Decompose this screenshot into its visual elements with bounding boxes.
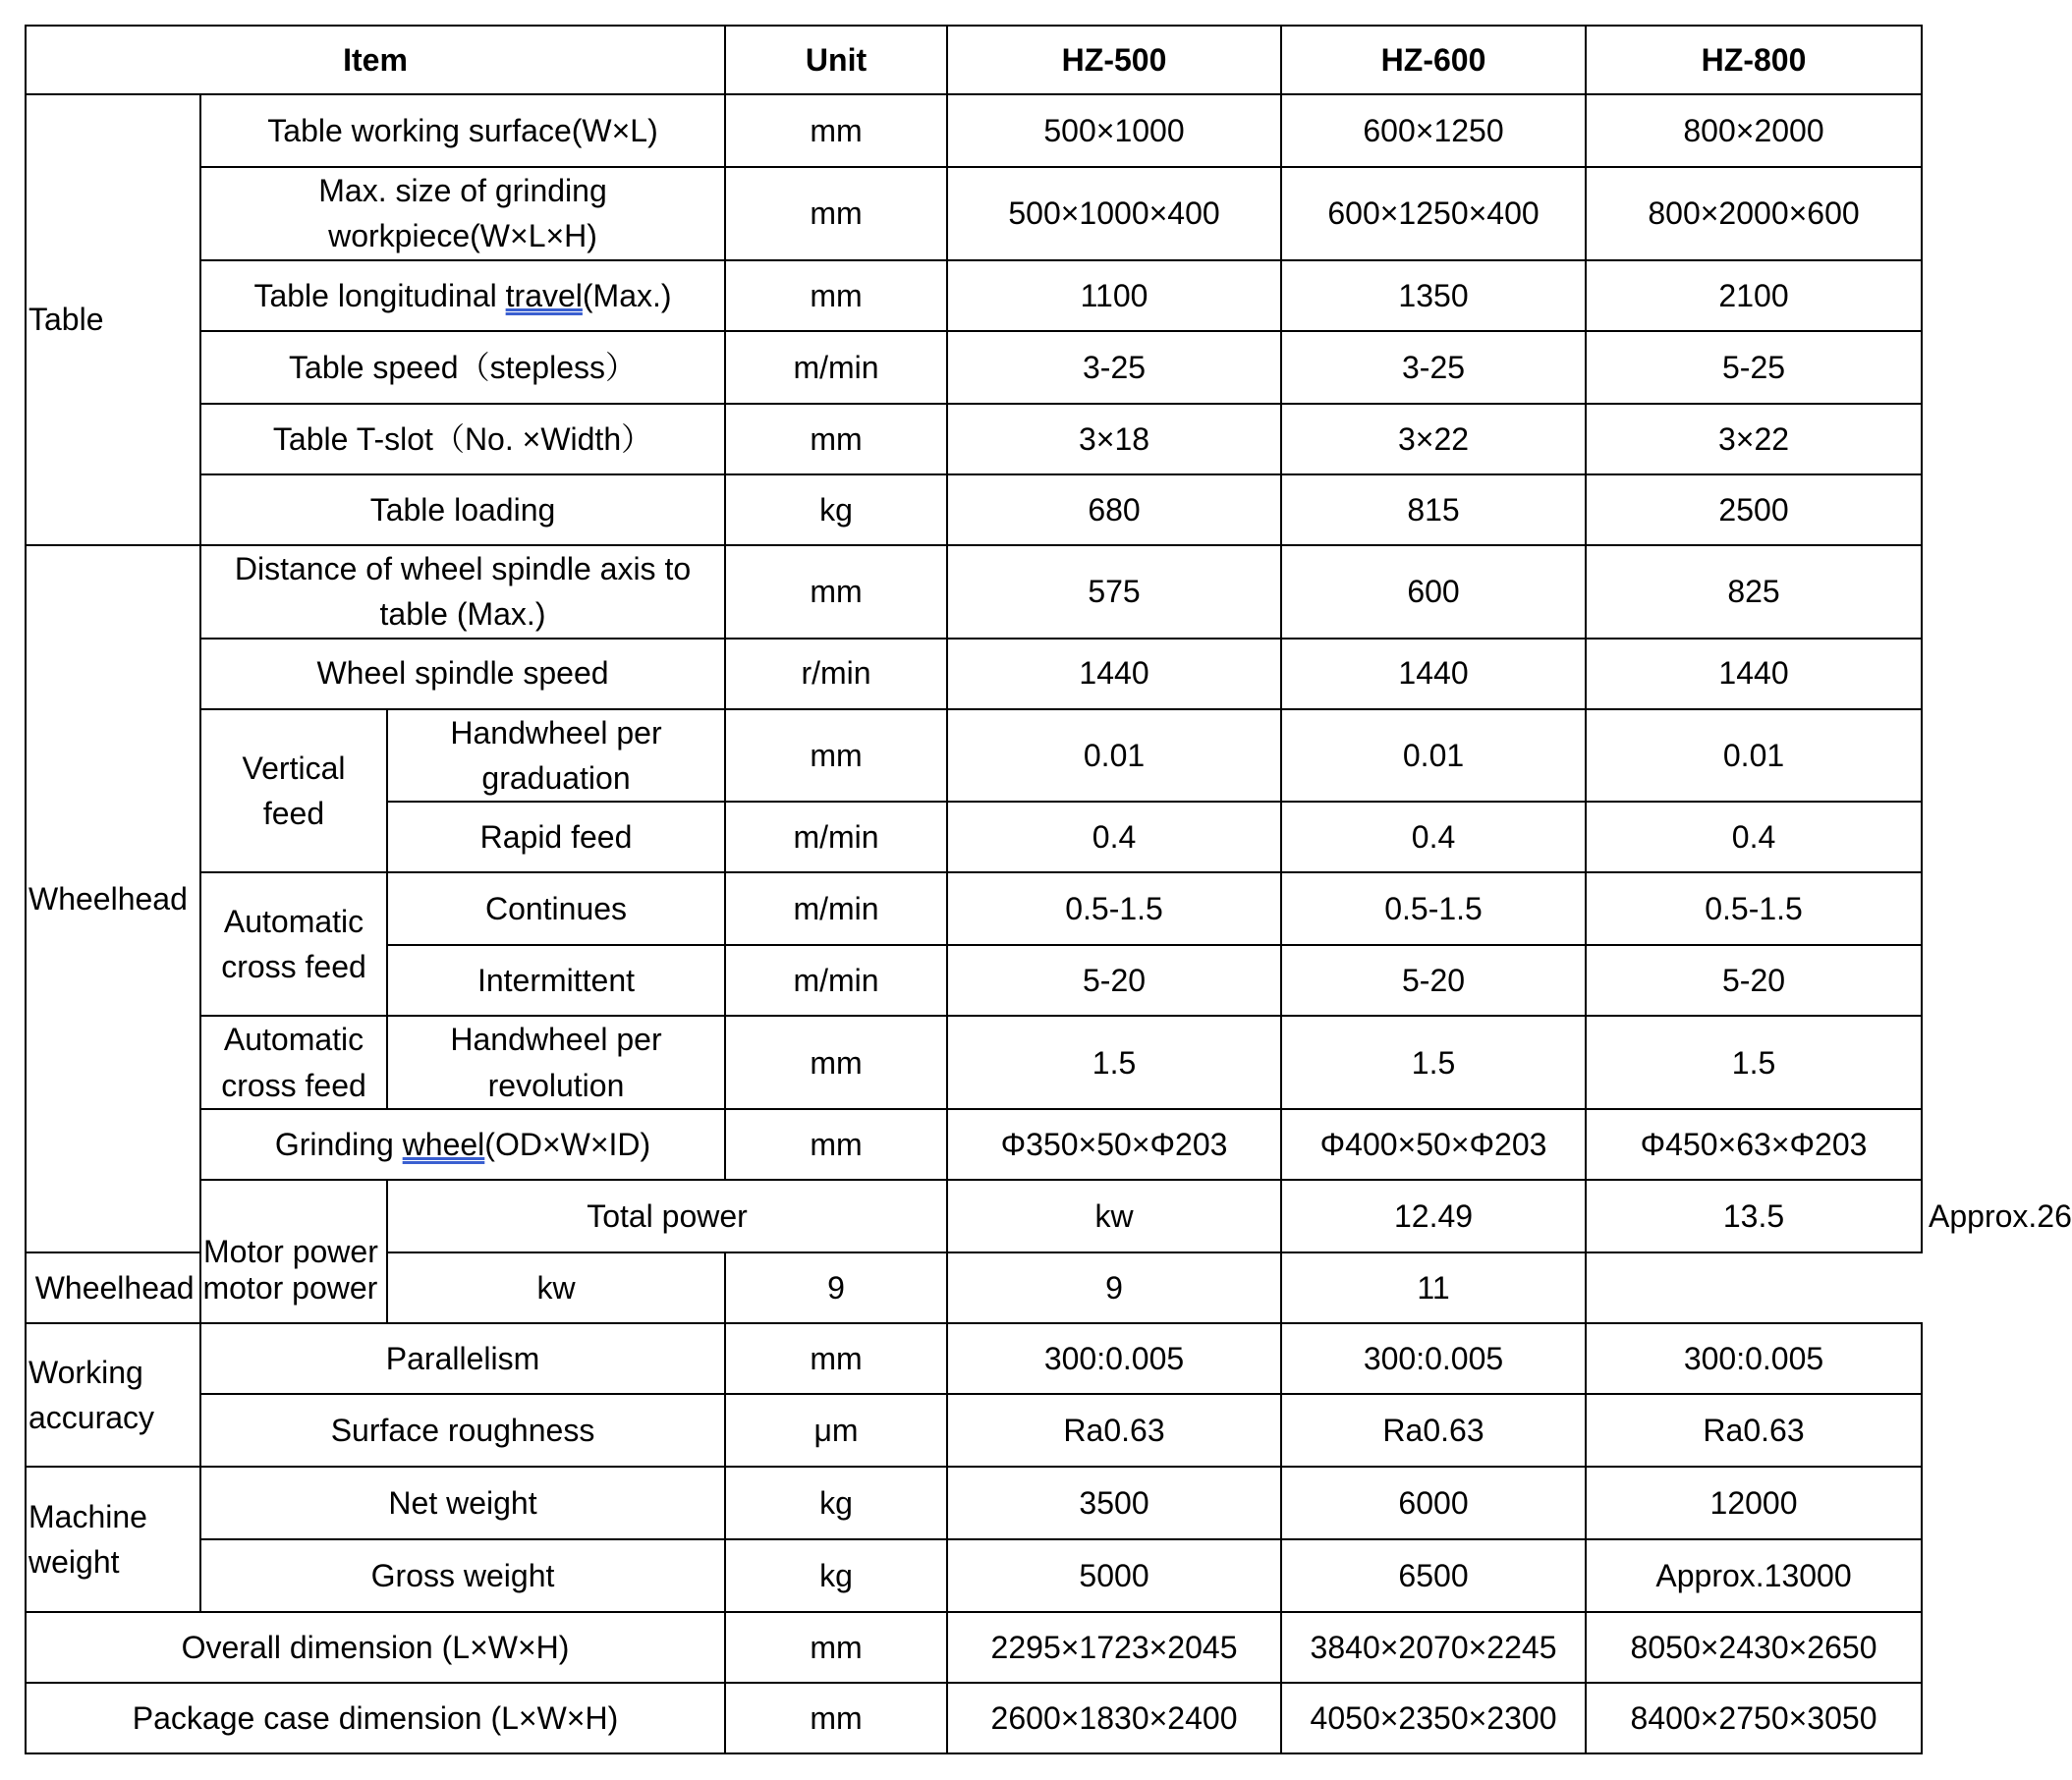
row-label-part: (Max.) — [582, 277, 672, 313]
table-row — [26, 1394, 1922, 1467]
row-unit: mm — [725, 709, 947, 803]
row-value-2: 600×1250×400 — [1281, 167, 1586, 260]
table-row — [26, 1683, 1922, 1753]
spec-table — [25, 25, 2072, 1754]
row-value-2: 600 — [1281, 545, 1586, 639]
row-value-1: 680 — [947, 474, 1281, 545]
row-value-2: 3-25 — [1281, 331, 1586, 404]
row-value-1: 1100 — [947, 260, 1281, 331]
row-value-3: 3×22 — [1586, 404, 1922, 474]
group-wheelhead: Wheelhead — [26, 545, 200, 1252]
row-unit: mm — [725, 1683, 947, 1753]
row-label: Handwheel per graduation — [387, 709, 725, 803]
row-unit: mm — [725, 1612, 947, 1683]
row-value-2: 0.4 — [1281, 802, 1586, 872]
row-label: Continues — [387, 872, 725, 945]
group-working-accuracy: Working accuracy — [26, 1323, 200, 1467]
row-label: Table T-slot（No. ×Width） — [200, 404, 725, 474]
row-label: Distance of wheel spindle axis to table (Max.) — [200, 545, 725, 639]
row-value-2: 5-20 — [1281, 945, 1586, 1016]
row-value-3: 825 — [1586, 545, 1922, 639]
row-value-1: 500×1000 — [947, 94, 1281, 167]
row-value-2: 0.5-1.5 — [1281, 872, 1586, 945]
row-value-2: 13.5 — [1586, 1180, 1922, 1252]
table-row — [26, 872, 1922, 945]
table-row — [26, 331, 1922, 404]
row-unit: μm — [725, 1394, 947, 1467]
row-value-3: Φ450×63×Φ203 — [1586, 1109, 1922, 1180]
table-row — [26, 1016, 1922, 1109]
row-value-3: 0.01 — [1586, 709, 1922, 803]
table-row — [26, 260, 1922, 331]
row-value-2: 6500 — [1281, 1539, 1586, 1612]
row-label: Table working surface(W×L) — [200, 94, 725, 167]
row-value-3: 8050×2430×2650 — [1586, 1612, 1922, 1683]
subgroup-automatic-cross-feed: Automatic cross feed — [200, 1016, 387, 1109]
row-value-1: 3-25 — [947, 331, 1281, 404]
row-label: Wheelhead motor power — [26, 1252, 387, 1323]
row-label: Total power — [387, 1180, 947, 1252]
row-label: Table speed（stepless） — [200, 331, 725, 404]
table-row — [26, 167, 1922, 260]
row-unit: kw — [387, 1252, 725, 1323]
row-value-1: 0.5-1.5 — [947, 872, 1281, 945]
row-value-3: 2100 — [1586, 260, 1922, 331]
row-value-3: 5-25 — [1586, 331, 1922, 404]
row-value-1: 3×18 — [947, 404, 1281, 474]
row-label-underlined: wheel — [402, 1126, 485, 1162]
row-label: Handwheel per revolution — [387, 1016, 725, 1109]
row-label: Wheel spindle speed — [200, 639, 725, 709]
row-value-3: 11 — [1281, 1252, 1586, 1323]
header-item: Item — [26, 26, 725, 94]
row-unit: r/min — [725, 639, 947, 709]
row-value-3: 800×2000 — [1586, 94, 1922, 167]
row-value-3: 0.5-1.5 — [1586, 872, 1922, 945]
table-row — [26, 474, 1922, 545]
subgroup-automatic-cross-feed: Automatic cross feed — [200, 872, 387, 1016]
row-value-2: 3×22 — [1281, 404, 1586, 474]
row-unit: m/min — [725, 945, 947, 1016]
table-row — [26, 709, 1922, 803]
group-machine-weight: Machine weight — [26, 1467, 200, 1612]
row-value-3: 1440 — [1586, 639, 1922, 709]
row-label: Overall dimension (L×W×H) — [26, 1612, 725, 1683]
table-row — [26, 1467, 1922, 1539]
row-label: Net weight — [200, 1467, 725, 1539]
row-value-3: Approx.13000 — [1586, 1539, 1922, 1612]
group-table: Table — [26, 94, 200, 545]
row-unit: kg — [725, 1467, 947, 1539]
row-value-2: 815 — [1281, 474, 1586, 545]
row-label: Table loading — [200, 474, 725, 545]
row-label: Rapid feed — [387, 802, 725, 872]
row-value-2: 9 — [947, 1252, 1281, 1323]
row-unit: m/min — [725, 802, 947, 872]
row-value-1: 500×1000×400 — [947, 167, 1281, 260]
row-value-1: Ra0.63 — [947, 1394, 1281, 1467]
table-row — [26, 1109, 1922, 1180]
header-row — [26, 26, 1922, 94]
row-label: Max. size of grinding workpiece(W×L×H) — [200, 167, 725, 260]
row-value-3: 5-20 — [1586, 945, 1922, 1016]
row-label: Gross weight — [200, 1539, 725, 1612]
row-value-1: 300:0.005 — [947, 1323, 1281, 1394]
row-value-3: 12000 — [1586, 1467, 1922, 1539]
row-label-underlined: travel — [505, 277, 583, 313]
row-value-2: 0.01 — [1281, 709, 1586, 803]
table-row — [26, 94, 1922, 167]
row-unit: mm — [725, 260, 947, 331]
row-value-3: Ra0.63 — [1586, 1394, 1922, 1467]
row-value-2: 4050×2350×2300 — [1281, 1683, 1586, 1753]
row-unit: m/min — [725, 331, 947, 404]
row-value-1: 3500 — [947, 1467, 1281, 1539]
row-value-2: 1.5 — [1281, 1016, 1586, 1109]
row-value-3: 2500 — [1586, 474, 1922, 545]
row-value-2: 6000 — [1281, 1467, 1586, 1539]
header-model-3: HZ-800 — [1586, 26, 1922, 94]
row-value-1: 2600×1830×2400 — [947, 1683, 1281, 1753]
row-value-2: Φ400×50×Φ203 — [1281, 1109, 1586, 1180]
row-label-part: (OD×W×ID) — [484, 1126, 651, 1162]
row-unit: kg — [725, 1539, 947, 1612]
header-unit: Unit — [725, 26, 947, 94]
row-label: Surface roughness — [200, 1394, 725, 1467]
row-unit: mm — [725, 404, 947, 474]
row-label-part: Table longitudinal — [253, 277, 506, 313]
row-value-3: 800×2000×600 — [1586, 167, 1922, 260]
row-value-3: 8400×2750×3050 — [1586, 1683, 1922, 1753]
row-value-2: Ra0.63 — [1281, 1394, 1586, 1467]
row-value-2: 3840×2070×2245 — [1281, 1612, 1586, 1683]
row-label: Intermittent — [387, 945, 725, 1016]
row-unit: mm — [725, 1016, 947, 1109]
table-row — [26, 404, 1922, 474]
table-row — [26, 1539, 1922, 1612]
row-label — [200, 1109, 725, 1180]
table-row — [26, 639, 1922, 709]
row-value-2: 600×1250 — [1281, 94, 1586, 167]
row-unit: kg — [725, 474, 947, 545]
row-value-2: 300:0.005 — [1281, 1323, 1586, 1394]
row-value-3: 1.5 — [1586, 1016, 1922, 1109]
row-value-2: 1440 — [1281, 639, 1586, 709]
group-motor-power: Motor power — [200, 1180, 387, 1323]
row-unit: mm — [725, 545, 947, 639]
row-value-1: 9 — [725, 1252, 947, 1323]
row-unit: mm — [725, 1109, 947, 1180]
row-value-1: Φ350×50×Φ203 — [947, 1109, 1281, 1180]
row-unit: mm — [725, 1323, 947, 1394]
row-value-3: 300:0.005 — [1586, 1323, 1922, 1394]
row-value-1: 1440 — [947, 639, 1281, 709]
row-value-1: 0.4 — [947, 802, 1281, 872]
row-value-1: 1.5 — [947, 1016, 1281, 1109]
row-unit: m/min — [725, 872, 947, 945]
row-label: Package case dimension (L×W×H) — [26, 1683, 725, 1753]
row-value-1: 5-20 — [947, 945, 1281, 1016]
row-unit: mm — [725, 94, 947, 167]
row-value-1: 12.49 — [1281, 1180, 1586, 1252]
row-unit: kw — [947, 1180, 1281, 1252]
header-model-2: HZ-600 — [1281, 26, 1586, 94]
table-row — [26, 545, 1922, 639]
table-row — [26, 1323, 1922, 1394]
row-value-2: 1350 — [1281, 260, 1586, 331]
row-unit: mm — [725, 167, 947, 260]
table-row — [26, 1612, 1922, 1683]
header-model-1: HZ-500 — [947, 26, 1281, 94]
row-value-1: 575 — [947, 545, 1281, 639]
row-value-3: 0.4 — [1586, 802, 1922, 872]
table-row: Motor power Total power kw 12.49 13.5 Approx.26 — [26, 1180, 1922, 1252]
row-value-1: 2295×1723×2045 — [947, 1612, 1281, 1683]
row-label: Parallelism — [200, 1323, 725, 1394]
row-value-1: 5000 — [947, 1539, 1281, 1612]
subgroup-vertical-feed: Vertical feed — [200, 709, 387, 873]
row-value-1: 0.01 — [947, 709, 1281, 803]
row-label — [200, 260, 725, 331]
row-label-part: Grinding — [274, 1126, 403, 1162]
